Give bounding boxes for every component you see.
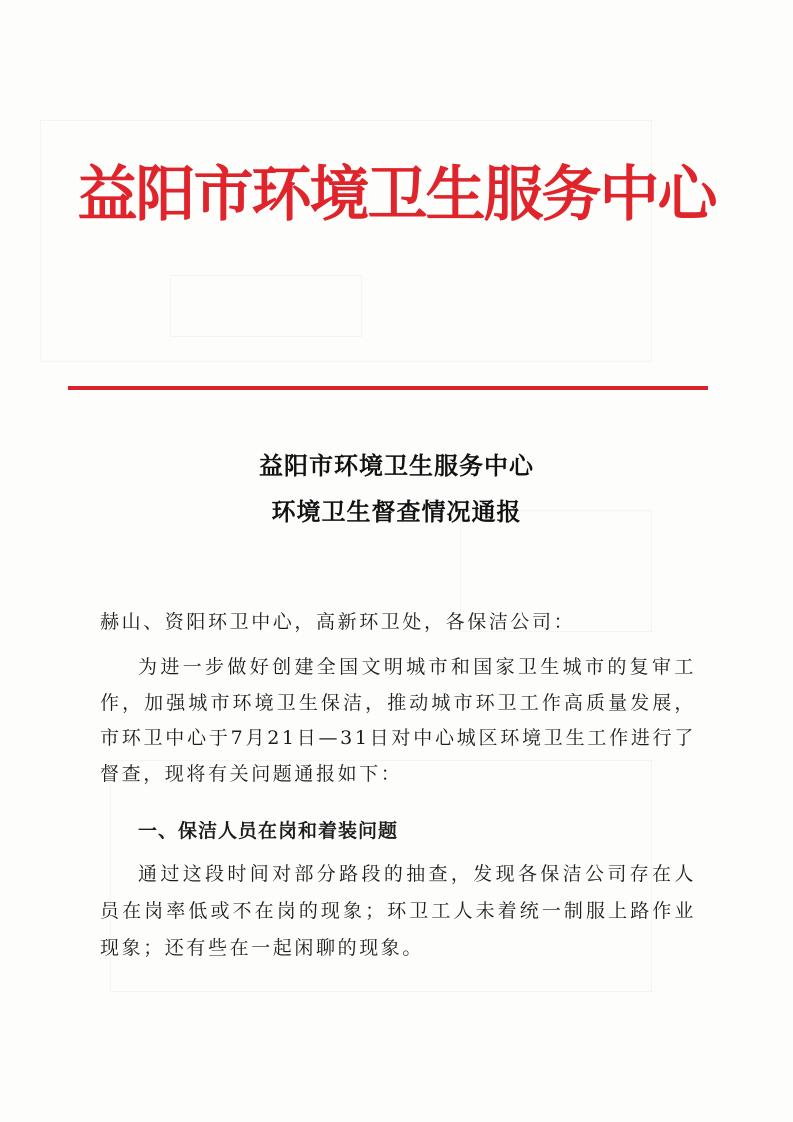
scan-artifact [170, 275, 362, 337]
section-1-paragraph: 通过这段时间对部分路段的抽查，发现各保洁公司存在人员在岗率低或不在岗的现象；环卫工人未着统一制服上路作业现象；还有些在一起闲聊的现象。 [100, 863, 696, 959]
intro-paragraph: 为进一步做好创建全国文明城市和国家卫生城市的复审工作，加强城市环境卫生保洁，推动城市环卫工作高质量发展，市环卫中心于7月21日—31日对中心城区环境卫生工作进行了督查，现将有关问题通报如下： [100, 656, 696, 785]
letterhead-red-rule [68, 386, 708, 390]
document-title-line-2: 环境卫生督查情况通报 [271, 497, 522, 526]
letterhead-org-name: 益阳市环境卫生服务中心 [77, 160, 716, 230]
addressee: 赫山、资阳环卫中心，高新环卫处，各保洁公司： [100, 611, 576, 633]
document-title-line-1: 益阳市环境卫生服务中心 [259, 451, 534, 480]
section-heading-1: 一、保洁人员在岗和着装问题 [138, 820, 399, 842]
